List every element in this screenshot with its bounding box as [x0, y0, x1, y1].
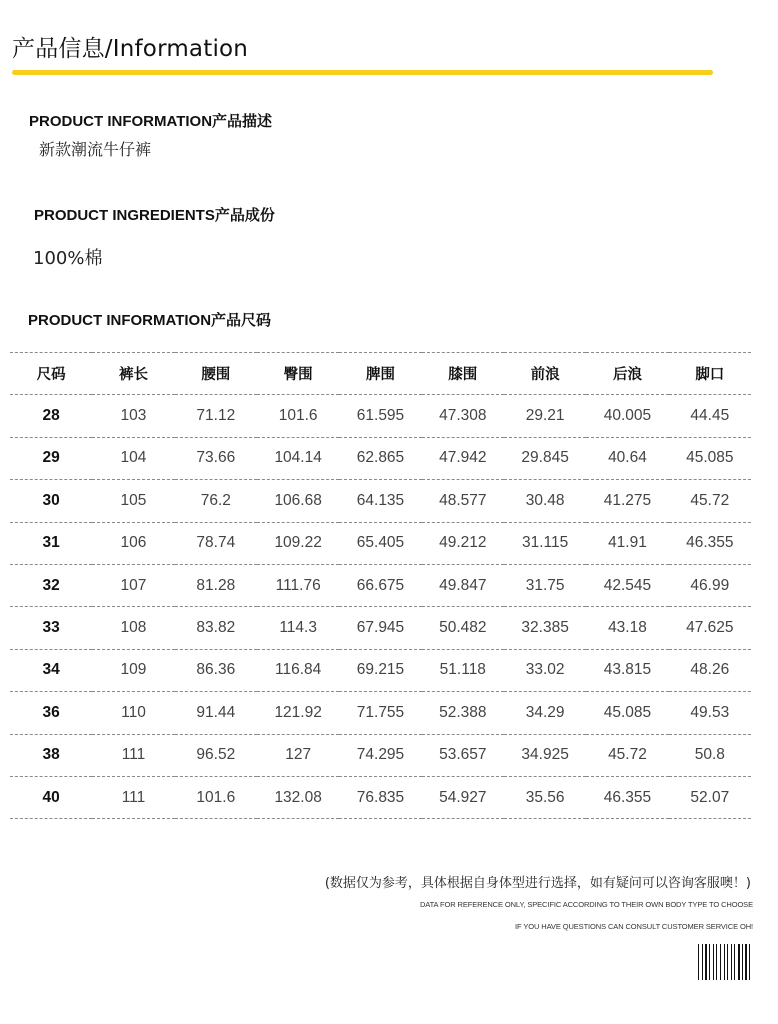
measurement-cell: 91.44	[175, 692, 257, 734]
measurement-cell: 61.595	[339, 395, 421, 437]
measurement-cell: 47.308	[422, 395, 504, 437]
size-cell: 38	[10, 734, 92, 776]
column-header: 腰围	[175, 353, 257, 395]
measurement-cell: 109	[92, 649, 174, 691]
size-section-heading: PRODUCT INFORMATION产品尺码	[28, 312, 272, 329]
column-header: 臀围	[257, 353, 339, 395]
column-header: 脾围	[339, 353, 421, 395]
measurement-cell: 111	[92, 734, 174, 776]
measurement-cell: 65.405	[339, 522, 421, 564]
measurement-cell: 78.74	[175, 522, 257, 564]
page-title: 产品信息/Information	[12, 36, 249, 62]
measurement-cell: 76.2	[175, 480, 257, 522]
measurement-cell: 46.99	[669, 564, 751, 606]
measurement-cell: 71.12	[175, 395, 257, 437]
measurement-cell: 86.36	[175, 649, 257, 691]
table-row	[10, 395, 751, 437]
column-header: 裤长	[92, 353, 174, 395]
measurement-cell: 116.84	[257, 649, 339, 691]
measurement-cell: 81.28	[175, 564, 257, 606]
product-description: 新款潮流牛仔裤	[39, 140, 152, 159]
size-cell: 33	[10, 607, 92, 649]
column-header: 后浪	[586, 353, 668, 395]
measurement-cell: 76.835	[339, 776, 421, 818]
measurement-cell: 52.07	[669, 776, 751, 818]
measurement-cell: 31.115	[504, 522, 586, 564]
measurement-cell: 49.53	[669, 692, 751, 734]
measurement-cell: 45.72	[586, 734, 668, 776]
measurement-cell: 43.18	[586, 607, 668, 649]
size-cell: 34	[10, 649, 92, 691]
measurement-cell: 43.815	[586, 649, 668, 691]
measurement-cell: 48.577	[422, 480, 504, 522]
measurement-cell: 51.118	[422, 649, 504, 691]
measurement-cell: 52.388	[422, 692, 504, 734]
table-row	[10, 480, 751, 522]
measurement-cell: 64.135	[339, 480, 421, 522]
size-table	[10, 352, 751, 819]
measurement-cell: 34.925	[504, 734, 586, 776]
measurement-cell: 111	[92, 776, 174, 818]
measurement-cell: 50.482	[422, 607, 504, 649]
column-header: 膝围	[422, 353, 504, 395]
size-cell: 40	[10, 776, 92, 818]
measurement-cell: 110	[92, 692, 174, 734]
size-cell: 28	[10, 395, 92, 437]
measurement-cell: 47.625	[669, 607, 751, 649]
reference-note-cn: (数据仅为参考，具体根据自身体型进行选择，如有疑问可以咨询客服噢！)	[324, 876, 751, 891]
measurement-cell: 31.75	[504, 564, 586, 606]
measurement-cell: 50.8	[669, 734, 751, 776]
measurement-cell: 46.355	[586, 776, 668, 818]
measurement-cell: 132.08	[257, 776, 339, 818]
column-header: 前浪	[504, 353, 586, 395]
measurement-cell: 104	[92, 437, 174, 479]
size-cell: 36	[10, 692, 92, 734]
table-row	[10, 607, 751, 649]
table-row	[10, 734, 751, 776]
size-cell: 30	[10, 480, 92, 522]
measurement-cell: 121.92	[257, 692, 339, 734]
table-row	[10, 564, 751, 606]
size-cell: 31	[10, 522, 92, 564]
ingredients-heading: PRODUCT INGREDIENTS产品成份	[34, 207, 275, 224]
reference-note-en: DATA FOR REFERENCE ONLY, SPECIFIC ACCORDING TO THEIR OWN BODY TYPE TO CHOOSE	[419, 900, 753, 909]
product-info-heading: PRODUCT INFORMATION产品描述	[29, 113, 273, 130]
measurement-cell: 104.14	[257, 437, 339, 479]
measurement-cell: 107	[92, 564, 174, 606]
measurement-cell: 46.355	[669, 522, 751, 564]
measurement-cell: 30.48	[504, 480, 586, 522]
measurement-cell: 67.945	[339, 607, 421, 649]
measurement-cell: 83.82	[175, 607, 257, 649]
table-header-row	[10, 353, 751, 395]
size-table-body	[10, 395, 751, 819]
measurement-cell: 127	[257, 734, 339, 776]
barcode-icon	[698, 944, 753, 980]
measurement-cell: 42.545	[586, 564, 668, 606]
measurement-cell: 35.56	[504, 776, 586, 818]
measurement-cell: 48.26	[669, 649, 751, 691]
measurement-cell: 29.21	[504, 395, 586, 437]
measurement-cell: 45.085	[586, 692, 668, 734]
size-cell: 29	[10, 437, 92, 479]
table-row	[10, 692, 751, 734]
measurement-cell: 62.865	[339, 437, 421, 479]
table-row	[10, 649, 751, 691]
table-row	[10, 522, 751, 564]
measurement-cell: 53.657	[422, 734, 504, 776]
measurement-cell: 103	[92, 395, 174, 437]
measurement-cell: 109.22	[257, 522, 339, 564]
measurement-cell: 111.76	[257, 564, 339, 606]
measurement-cell: 32.385	[504, 607, 586, 649]
measurement-cell: 105	[92, 480, 174, 522]
column-header: 脚口	[669, 353, 751, 395]
measurement-cell: 73.66	[175, 437, 257, 479]
measurement-cell: 40.005	[586, 395, 668, 437]
measurement-cell: 34.29	[504, 692, 586, 734]
table-row	[10, 776, 751, 818]
measurement-cell: 69.215	[339, 649, 421, 691]
measurement-cell: 101.6	[257, 395, 339, 437]
measurement-cell: 44.45	[669, 395, 751, 437]
measurement-cell: 54.927	[422, 776, 504, 818]
measurement-cell: 66.675	[339, 564, 421, 606]
title-underline-bar	[12, 70, 713, 75]
measurement-cell: 108	[92, 607, 174, 649]
measurement-cell: 106.68	[257, 480, 339, 522]
measurement-cell: 45.085	[669, 437, 751, 479]
column-header: 尺码	[10, 353, 92, 395]
measurement-cell: 45.72	[669, 480, 751, 522]
size-cell: 32	[10, 564, 92, 606]
measurement-cell: 40.64	[586, 437, 668, 479]
measurement-cell: 114.3	[257, 607, 339, 649]
measurement-cell: 49.847	[422, 564, 504, 606]
measurement-cell: 41.275	[586, 480, 668, 522]
measurement-cell: 101.6	[175, 776, 257, 818]
measurement-cell: 33.02	[504, 649, 586, 691]
measurement-cell: 106	[92, 522, 174, 564]
measurement-cell: 29.845	[504, 437, 586, 479]
table-row	[10, 437, 751, 479]
measurement-cell: 71.755	[339, 692, 421, 734]
measurement-cell: 47.942	[422, 437, 504, 479]
measurement-cell: 41.91	[586, 522, 668, 564]
ingredients-value: 100%棉	[33, 248, 103, 269]
measurement-cell: 49.212	[422, 522, 504, 564]
measurement-cell: 74.295	[339, 734, 421, 776]
customer-service-note-en: IF YOU HAVE QUESTIONS CAN CONSULT CUSTOMER SERVICE OH!	[515, 922, 753, 931]
measurement-cell: 96.52	[175, 734, 257, 776]
